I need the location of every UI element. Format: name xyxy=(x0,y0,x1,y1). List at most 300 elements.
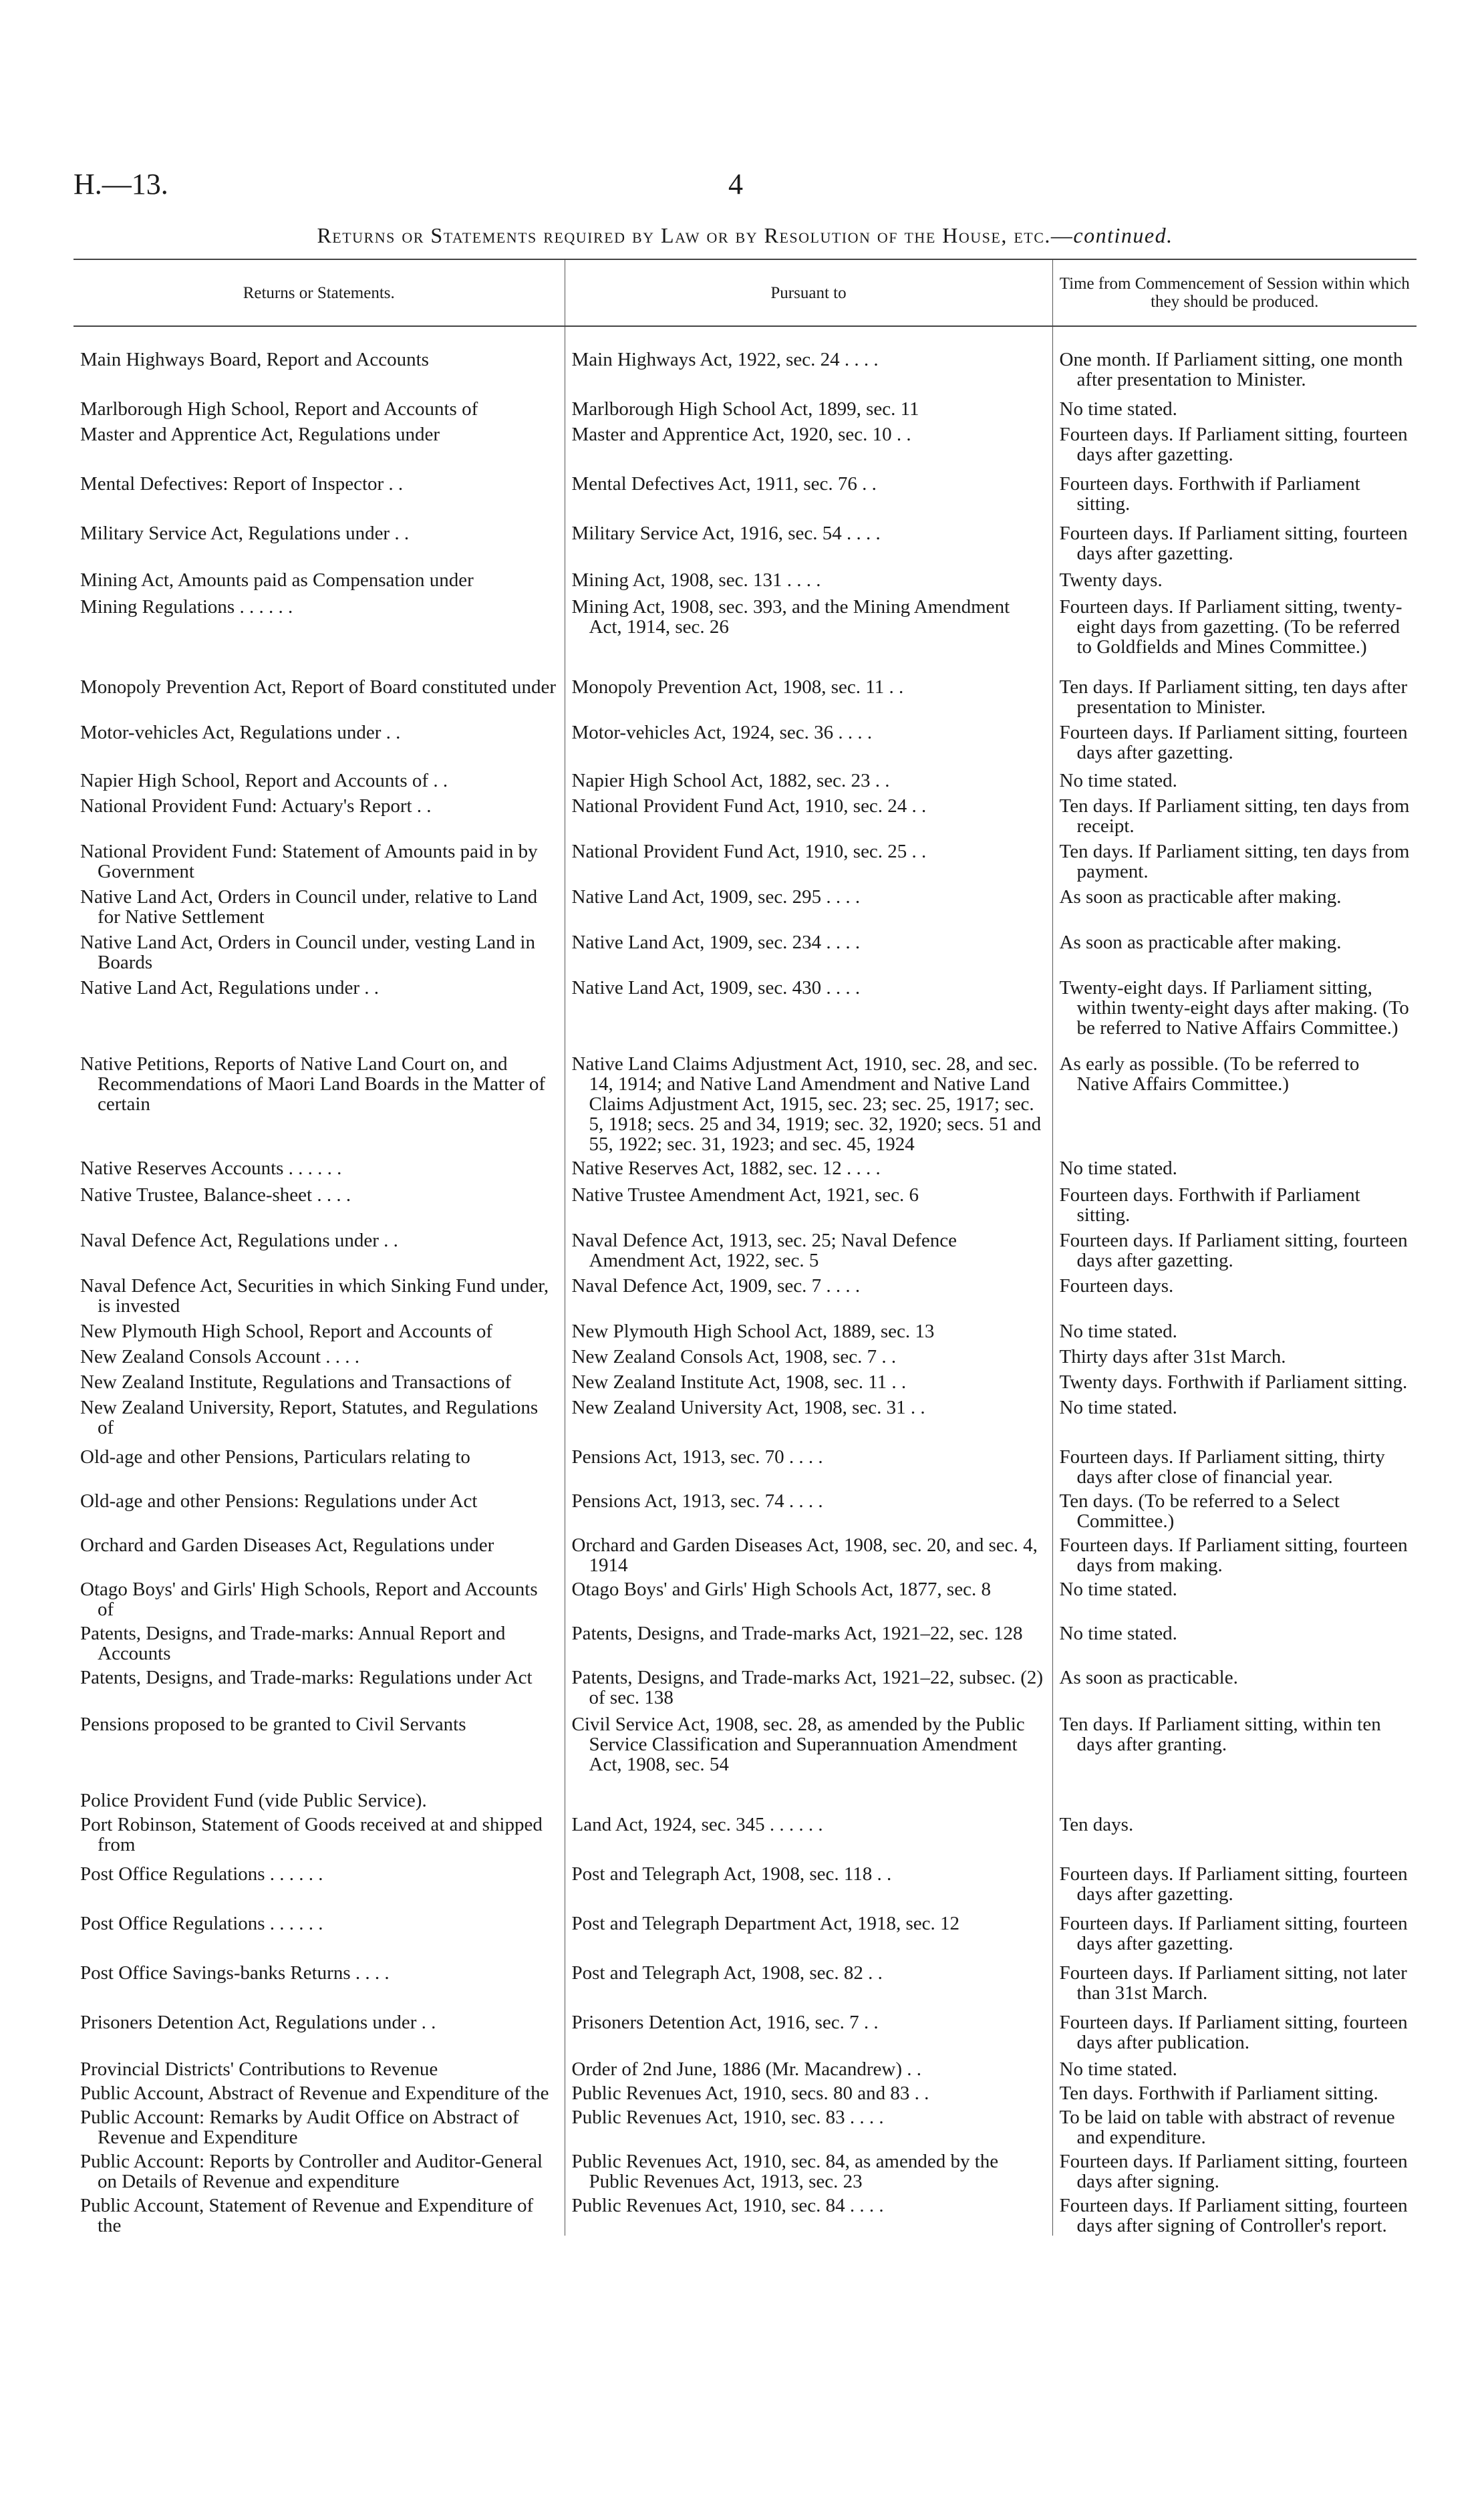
time-cell xyxy=(1052,1664,1417,1708)
time-text: One month. If Parliament sitting, one month after presentation to Minister. xyxy=(1059,349,1403,390)
returns-cell xyxy=(73,791,565,836)
pursuant-text: New Zealand Consols Act, 1908, sec. 7 . . xyxy=(571,1346,897,1367)
returns-cell xyxy=(73,1392,565,1438)
returns-cell xyxy=(73,1811,565,1855)
table-row xyxy=(73,2147,1417,2192)
returns-text: Otago Boys' and Girls' High Schools, Report and Accounts of xyxy=(80,1579,538,1620)
time-text: Fourteen days. If Parliament sitting, thirty days after close of financial year. xyxy=(1059,1446,1385,1488)
table-row xyxy=(73,419,1417,465)
time-text: No time stated. xyxy=(1059,1158,1177,1179)
title-continued: continued. xyxy=(1073,223,1173,247)
time-cell xyxy=(1052,2052,1417,2079)
time-cell xyxy=(1052,465,1417,514)
returns-text: Native Land Act, Regulations under . . xyxy=(80,977,379,999)
pursuant-cell xyxy=(565,590,1052,657)
returns-text: Prisoners Detention Act, Regulations under . . xyxy=(80,2012,436,2033)
pursuant-cell xyxy=(565,419,1052,465)
time-text: Fourteen days. If Parliament sitting, fourteen days after gazetting. xyxy=(1059,424,1408,465)
time-text: Twenty-eight days. If Parliament sitting, within twenty-eight days after making. (To be referred to Native Affairs Committee.) xyxy=(1059,977,1409,1039)
pursuant-cell xyxy=(565,1038,1052,1154)
returns-cell xyxy=(73,1904,565,1954)
returns-text: Post Office Regulations . . . . . . xyxy=(80,1863,323,1885)
table-row xyxy=(73,791,1417,836)
table-row xyxy=(73,590,1417,657)
time-cell xyxy=(1052,836,1417,882)
pursuant-cell xyxy=(565,927,1052,972)
time-cell xyxy=(1052,1531,1417,1575)
pursuant-text: Native Land Claims Adjustment Act, 1910, sec. 28, and sec. 14, 1914; and Native Land Amendment and Native Land Claims Adjustment Act, 1915, sec. 23; sec. 25, 1917; sec. 5, 1918; secs. 25 and 34, 1919; sec. 32, 1920; secs. 51 and 55, 1922; sec. 31, 1923; and sec. 45, 1924 xyxy=(571,1053,1042,1155)
pursuant-cell xyxy=(565,1487,1052,1531)
returns-cell xyxy=(73,836,565,882)
time-cell xyxy=(1052,1904,1417,1954)
returns-cell xyxy=(73,657,565,717)
returns-text: Old-age and other Pensions, Particulars relating to xyxy=(80,1446,470,1468)
time-cell xyxy=(1052,1774,1417,1811)
time-text: Ten days. If Parliament sitting, within ten days after granting. xyxy=(1059,1714,1381,1755)
table-row xyxy=(73,1664,1417,1708)
pursuant-cell xyxy=(565,2103,1052,2147)
pursuant-text: Civil Service Act, 1908, sec. 28, as amended by the Public Service Classification and Superannuation Amendment Act, 1908, sec. 54 xyxy=(571,1714,1025,1775)
returns-text: Port Robinson, Statement of Goods received at and shipped from xyxy=(80,1814,543,1855)
returns-text: New Zealand Institute, Regulations and Transactions of xyxy=(80,1371,512,1393)
table-row xyxy=(73,1811,1417,1855)
table-row xyxy=(73,1487,1417,1531)
time-cell xyxy=(1052,791,1417,836)
time-cell xyxy=(1052,1954,1417,2003)
time-text: No time stated. xyxy=(1059,1397,1177,1418)
pursuant-cell xyxy=(565,1904,1052,1954)
pursuant-cell xyxy=(565,563,1052,590)
pursuant-cell xyxy=(565,1225,1052,1271)
pursuant-cell xyxy=(565,390,1052,419)
pursuant-text: Napier High School Act, 1882, sec. 23 . . xyxy=(571,770,890,791)
table-row xyxy=(73,2052,1417,2079)
time-text: Twenty days. xyxy=(1059,569,1163,591)
time-cell xyxy=(1052,1038,1417,1154)
returns-text: Military Service Act, Regulations under . . xyxy=(80,523,410,544)
time-cell xyxy=(1052,2103,1417,2147)
table-row xyxy=(73,1154,1417,1178)
pursuant-cell xyxy=(565,465,1052,514)
time-text: Ten days. Forthwith if Parliament sitting. xyxy=(1059,2083,1378,2104)
pursuant-cell xyxy=(565,2147,1052,2192)
pursuant-text: Post and Telegraph Act, 1908, sec. 82 . . xyxy=(571,1962,883,1984)
table-row xyxy=(73,1438,1417,1487)
returns-text: Main Highways Board, Report and Accounts xyxy=(80,349,429,370)
pursuant-cell xyxy=(565,1708,1052,1774)
column-header-returns: Returns or Statements. xyxy=(73,259,565,326)
pursuant-text: Public Revenues Act, 1910, sec. 83 . . . . xyxy=(571,2107,884,2128)
time-text: As soon as practicable after making. xyxy=(1059,932,1342,953)
title-text: Returns or Statements required by Law or by Resolution of the House, etc.— xyxy=(317,223,1074,247)
returns-cell xyxy=(73,972,565,1038)
pursuant-text: Order of 2nd June, 1886 (Mr. Macandrew) . . xyxy=(571,2059,921,2080)
returns-text: Police Provident Fund (vide Public Service). xyxy=(80,1790,427,1811)
page-reference: H.—13. xyxy=(73,168,168,201)
pursuant-text: Naval Defence Act, 1909, sec. 7 . . . . xyxy=(571,1275,861,1297)
pursuant-text: Marlborough High School Act, 1899, sec. 11 xyxy=(571,398,919,420)
pursuant-text: Public Revenues Act, 1910, sec. 84 . . . . xyxy=(571,2195,884,2216)
table-row xyxy=(73,927,1417,972)
returns-cell xyxy=(73,2103,565,2147)
time-text: Ten days. (To be referred to a Select Committee.) xyxy=(1059,1490,1340,1532)
pursuant-text: Mining Act, 1908, sec. 131 . . . . xyxy=(571,569,821,591)
time-text: To be laid on table with abstract of revenue and expenditure. xyxy=(1059,2107,1395,2148)
pursuant-text: Patents, Designs, and Trade-marks Act, 1921–22, sec. 128 xyxy=(571,1623,1023,1644)
returns-cell xyxy=(73,1619,565,1664)
time-text: Ten days. xyxy=(1059,1814,1134,1835)
returns-text: Naval Defence Act, Regulations under . . xyxy=(80,1230,398,1251)
pursuant-cell xyxy=(565,2052,1052,2079)
time-text: Ten days. If Parliament sitting, ten days after presentation to Minister. xyxy=(1059,676,1408,718)
time-text: Ten days. If Parliament sitting, ten days from payment. xyxy=(1059,841,1410,882)
pursuant-text: Post and Telegraph Act, 1908, sec. 118 . . xyxy=(571,1863,892,1885)
returns-cell xyxy=(73,419,565,465)
pursuant-cell xyxy=(565,1575,1052,1619)
pursuant-cell xyxy=(565,1954,1052,2003)
returns-text: Marlborough High School, Report and Accounts of xyxy=(80,398,478,420)
returns-text: Pensions proposed to be granted to Civil Servants xyxy=(80,1714,466,1735)
column-header-time: Time from Commencement of Session within which they should be produced. xyxy=(1052,259,1417,326)
time-text: Fourteen days. Forthwith if Parliament sitting. xyxy=(1059,1184,1360,1226)
time-text: Fourteen days. If Parliament sitting, fourteen days after signing. xyxy=(1059,2151,1408,2192)
time-text: No time stated. xyxy=(1059,398,1177,420)
time-text: Fourteen days. If Parliament sitting, fourteen days after publication. xyxy=(1059,2012,1408,2053)
pursuant-cell xyxy=(565,763,1052,791)
pursuant-text: Native Reserves Act, 1882, sec. 12 . . . . xyxy=(571,1158,881,1179)
time-cell xyxy=(1052,1154,1417,1178)
time-text: No time stated. xyxy=(1059,1579,1177,1600)
pursuant-text: Military Service Act, 1916, sec. 54 . . . . xyxy=(571,523,881,544)
returns-text: Native Trustee, Balance-sheet . . . . xyxy=(80,1184,351,1206)
returns-cell xyxy=(73,1316,565,1341)
time-text: Fourteen days. Forthwith if Parliament sitting. xyxy=(1059,473,1360,515)
returns-cell xyxy=(73,1774,565,1811)
pursuant-text: Pensions Act, 1913, sec. 74 . . . . xyxy=(571,1490,823,1512)
time-text: No time stated. xyxy=(1059,1321,1177,1342)
returns-text: Post Office Savings-banks Returns . . . . xyxy=(80,1962,390,1984)
returns-text: Native Land Act, Orders in Council under, relative to Land for Native Settlement xyxy=(80,886,538,928)
pursuant-cell xyxy=(565,326,1052,390)
table-row xyxy=(73,1271,1417,1316)
table-row xyxy=(73,1855,1417,1904)
returns-cell xyxy=(73,514,565,563)
returns-text: New Zealand University, Report, Statutes, and Regulations of xyxy=(80,1397,539,1438)
table-row xyxy=(73,657,1417,717)
returns-cell xyxy=(73,563,565,590)
table-row xyxy=(73,1954,1417,2003)
returns-cell xyxy=(73,1225,565,1271)
table-row xyxy=(73,2192,1417,2236)
returns-text: Mental Defectives: Report of Inspector . . xyxy=(80,473,404,495)
pursuant-cell xyxy=(565,514,1052,563)
time-text: Twenty days. Forthwith if Parliament sitting. xyxy=(1059,1371,1408,1393)
returns-text: Napier High School, Report and Accounts of . . xyxy=(80,770,448,791)
time-cell xyxy=(1052,563,1417,590)
table-row xyxy=(73,1038,1417,1154)
time-text: As soon as practicable after making. xyxy=(1059,886,1342,908)
pursuant-text: Monopoly Prevention Act, 1908, sec. 11 . . xyxy=(571,676,904,698)
pursuant-cell xyxy=(565,1811,1052,1855)
pursuant-cell xyxy=(565,717,1052,763)
time-cell xyxy=(1052,927,1417,972)
returns-cell xyxy=(73,1367,565,1392)
time-cell xyxy=(1052,763,1417,791)
table-body xyxy=(73,326,1417,2236)
pursuant-text: Patents, Designs, and Trade-marks Act, 1921–22, subsec. (2) of sec. 138 xyxy=(571,1667,1044,1708)
returns-text: Old-age and other Pensions: Regulations under Act xyxy=(80,1490,478,1512)
returns-text: National Provident Fund: Actuary's Report . . xyxy=(80,795,432,817)
returns-cell xyxy=(73,1708,565,1774)
pursuant-text: New Zealand University Act, 1908, sec. 31 . . xyxy=(571,1397,925,1418)
returns-cell xyxy=(73,2079,565,2103)
time-text: As soon as practicable. xyxy=(1059,1667,1238,1688)
table-header-row xyxy=(73,259,1417,326)
pursuant-cell xyxy=(565,1392,1052,1438)
time-cell xyxy=(1052,1855,1417,1904)
time-cell xyxy=(1052,1341,1417,1367)
returns-text: Provincial Districts' Contributions to Revenue xyxy=(80,2059,438,2080)
time-text: As early as possible. (To be referred to Native Affairs Committee.) xyxy=(1059,1053,1360,1095)
pursuant-cell xyxy=(565,1341,1052,1367)
time-cell xyxy=(1052,1316,1417,1341)
time-cell xyxy=(1052,882,1417,927)
returns-cell xyxy=(73,390,565,419)
returns-cell xyxy=(73,1271,565,1316)
time-text: Fourteen days. If Parliament sitting, fourteen days after gazetting. xyxy=(1059,523,1408,564)
pursuant-text: Native Land Act, 1909, sec. 234 . . . . xyxy=(571,932,861,953)
table-row xyxy=(73,1392,1417,1438)
pursuant-text: New Plymouth High School Act, 1889, sec. 13 xyxy=(571,1321,935,1342)
pursuant-text: Motor-vehicles Act, 1924, sec. 36 . . . . xyxy=(571,722,873,743)
returns-text: New Zealand Consols Account . . . . xyxy=(80,1346,360,1367)
pursuant-cell xyxy=(565,1619,1052,1664)
table-row xyxy=(73,1178,1417,1225)
pursuant-cell xyxy=(565,2192,1052,2236)
time-cell xyxy=(1052,657,1417,717)
returns-cell xyxy=(73,1341,565,1367)
returns-table xyxy=(73,259,1417,2236)
table-row xyxy=(73,972,1417,1038)
time-cell xyxy=(1052,2003,1417,2052)
returns-cell xyxy=(73,1575,565,1619)
time-text: Thirty days after 31st March. xyxy=(1059,1346,1286,1367)
page-number: 4 xyxy=(728,168,743,201)
table-row xyxy=(73,1619,1417,1664)
table-row xyxy=(73,1531,1417,1575)
time-cell xyxy=(1052,2147,1417,2192)
returns-text: Patents, Designs, and Trade-marks: Regulations under Act xyxy=(80,1667,533,1688)
time-cell xyxy=(1052,1708,1417,1774)
returns-text: Public Account, Statement of Revenue and Expenditure of the xyxy=(80,2195,534,2236)
time-cell xyxy=(1052,1225,1417,1271)
time-cell xyxy=(1052,419,1417,465)
time-text: No time stated. xyxy=(1059,1623,1177,1644)
time-cell xyxy=(1052,326,1417,390)
pursuant-cell xyxy=(565,882,1052,927)
pursuant-cell xyxy=(565,972,1052,1038)
returns-text: Naval Defence Act, Securities in which Sinking Fund under, is invested xyxy=(80,1275,549,1317)
table-row xyxy=(73,2103,1417,2147)
returns-cell xyxy=(73,465,565,514)
returns-text: Public Account, Abstract of Revenue and Expenditure of the xyxy=(80,2083,549,2104)
table-row xyxy=(73,717,1417,763)
returns-cell xyxy=(73,1178,565,1225)
pursuant-text: National Provident Fund Act, 1910, sec. 24 . . xyxy=(571,795,927,817)
time-cell xyxy=(1052,514,1417,563)
document-page xyxy=(73,167,1417,2236)
time-cell xyxy=(1052,2192,1417,2236)
returns-text: Native Land Act, Orders in Council under, vesting Land in Boards xyxy=(80,932,535,973)
returns-text: Native Petitions, Reports of Native Land Court on, and Recommendations of Maori Land Boards in the Matter of certain xyxy=(80,1053,546,1115)
pursuant-text: Main Highways Act, 1922, sec. 24 . . . . xyxy=(571,349,879,370)
table-row xyxy=(73,1341,1417,1367)
pursuant-cell xyxy=(565,657,1052,717)
pursuant-text: Pensions Act, 1913, sec. 70 . . . . xyxy=(571,1446,823,1468)
time-cell xyxy=(1052,590,1417,657)
table-row xyxy=(73,514,1417,563)
returns-cell xyxy=(73,2147,565,2192)
returns-cell xyxy=(73,1855,565,1904)
returns-cell xyxy=(73,1954,565,2003)
pursuant-text: Public Revenues Act, 1910, secs. 80 and 83 . . xyxy=(571,2083,929,2104)
returns-cell xyxy=(73,2052,565,2079)
pursuant-text: Post and Telegraph Department Act, 1918, sec. 12 xyxy=(571,1913,960,1934)
returns-cell xyxy=(73,2192,565,2236)
returns-cell xyxy=(73,1038,565,1154)
time-text: No time stated. xyxy=(1059,2059,1177,2080)
pursuant-text: Mining Act, 1908, sec. 393, and the Mining Amendment Act, 1914, sec. 26 xyxy=(571,596,1010,638)
returns-text: Public Account: Remarks by Audit Office on Abstract of Revenue and Expenditure xyxy=(80,2107,519,2148)
pursuant-cell xyxy=(565,2079,1052,2103)
time-cell xyxy=(1052,1271,1417,1316)
pursuant-cell xyxy=(565,1316,1052,1341)
time-cell xyxy=(1052,1392,1417,1438)
returns-text: Mining Act, Amounts paid as Compensation under xyxy=(80,569,474,591)
returns-cell xyxy=(73,1438,565,1487)
pursuant-text: Orchard and Garden Diseases Act, 1908, sec. 20, and sec. 4, 1914 xyxy=(571,1535,1038,1576)
returns-cell xyxy=(73,717,565,763)
pursuant-text: Otago Boys' and Girls' High Schools Act, 1877, sec. 8 xyxy=(571,1579,991,1600)
returns-cell xyxy=(73,326,565,390)
pursuant-text: Public Revenues Act, 1910, sec. 84, as amended by the Public Revenues Act, 1913, sec. 23 xyxy=(571,2151,999,2192)
time-text: Fourteen days. If Parliament sitting, fourteen days from making. xyxy=(1059,1535,1408,1576)
returns-text: Post Office Regulations . . . . . . xyxy=(80,1913,323,1934)
time-text: Fourteen days. If Parliament sitting, fourteen days after gazetting. xyxy=(1059,1230,1408,1271)
pursuant-text: Naval Defence Act, 1913, sec. 25; Naval Defence Amendment Act, 1922, sec. 5 xyxy=(571,1230,957,1271)
pursuant-cell xyxy=(565,791,1052,836)
table-row xyxy=(73,2003,1417,2052)
table-row xyxy=(73,1225,1417,1271)
document-title xyxy=(73,223,1417,248)
returns-cell xyxy=(73,1487,565,1531)
time-cell xyxy=(1052,1367,1417,1392)
table-row xyxy=(73,1708,1417,1774)
returns-text: Orchard and Garden Diseases Act, Regulations under xyxy=(80,1535,494,1556)
pursuant-text: Land Act, 1924, sec. 345 . . . . . . xyxy=(571,1814,823,1835)
returns-cell xyxy=(73,763,565,791)
time-text: Fourteen days. xyxy=(1059,1275,1174,1297)
time-text: Fourteen days. If Parliament sitting, fourteen days after gazetting. xyxy=(1059,1863,1408,1905)
pursuant-text: Native Trustee Amendment Act, 1921, sec. 6 xyxy=(571,1184,919,1206)
time-cell xyxy=(1052,717,1417,763)
pursuant-cell xyxy=(565,1154,1052,1178)
pursuant-text: Mental Defectives Act, 1911, sec. 76 . . xyxy=(571,473,877,495)
table-row xyxy=(73,465,1417,514)
pursuant-text: New Zealand Institute Act, 1908, sec. 11 . . xyxy=(571,1371,907,1393)
time-cell xyxy=(1052,1575,1417,1619)
pursuant-cell xyxy=(565,836,1052,882)
returns-text: National Provident Fund: Statement of Amounts paid in by Government xyxy=(80,841,538,882)
time-cell xyxy=(1052,390,1417,419)
time-text: Fourteen days. If Parliament sitting, fourteen days after gazetting. xyxy=(1059,1913,1408,1954)
pursuant-cell xyxy=(565,1438,1052,1487)
returns-cell xyxy=(73,1154,565,1178)
pursuant-text: National Provident Fund Act, 1910, sec. 25 . . xyxy=(571,841,927,862)
time-cell xyxy=(1052,1811,1417,1855)
returns-text: Mining Regulations . . . . . . xyxy=(80,596,293,618)
pursuant-cell xyxy=(565,1271,1052,1316)
returns-cell xyxy=(73,1664,565,1708)
pursuant-text: Prisoners Detention Act, 1916, sec. 7 . . xyxy=(571,2012,879,2033)
table-row xyxy=(73,1575,1417,1619)
time-cell xyxy=(1052,1178,1417,1225)
table-row xyxy=(73,836,1417,882)
time-text: Fourteen days. If Parliament sitting, fourteen days after signing of Controller's report. xyxy=(1059,2195,1408,2236)
time-cell xyxy=(1052,1487,1417,1531)
time-cell xyxy=(1052,1619,1417,1664)
returns-text: Motor-vehicles Act, Regulations under . . xyxy=(80,722,401,743)
table-row xyxy=(73,563,1417,590)
pursuant-cell xyxy=(565,1855,1052,1904)
pursuant-cell xyxy=(565,2003,1052,2052)
returns-text: Monopoly Prevention Act, Report of Board constituted under xyxy=(80,676,557,698)
returns-text: Patents, Designs, and Trade-marks: Annual Report and Accounts xyxy=(80,1623,506,1664)
pursuant-text: Native Land Act, 1909, sec. 295 . . . . xyxy=(571,886,861,908)
table-row xyxy=(73,390,1417,419)
pursuant-cell xyxy=(565,1367,1052,1392)
time-cell xyxy=(1052,972,1417,1038)
time-cell xyxy=(1052,1438,1417,1487)
pursuant-cell xyxy=(565,1774,1052,1811)
pursuant-cell xyxy=(565,1664,1052,1708)
pursuant-text: Master and Apprentice Act, 1920, sec. 10 . . xyxy=(571,424,911,445)
table-row xyxy=(73,326,1417,390)
column-header-pursuant: Pursuant to xyxy=(565,259,1052,326)
returns-cell xyxy=(73,2003,565,2052)
table-row xyxy=(73,2079,1417,2103)
time-text: Fourteen days. If Parliament sitting, not later than 31st March. xyxy=(1059,1962,1407,2004)
returns-cell xyxy=(73,1531,565,1575)
returns-cell xyxy=(73,927,565,972)
table-row xyxy=(73,1367,1417,1392)
pursuant-cell xyxy=(565,1531,1052,1575)
returns-text: Native Reserves Accounts . . . . . . xyxy=(80,1158,342,1179)
table-row xyxy=(73,763,1417,791)
table-row xyxy=(73,882,1417,927)
returns-cell xyxy=(73,590,565,657)
pursuant-text: Native Land Act, 1909, sec. 430 . . . . xyxy=(571,977,861,999)
table-row xyxy=(73,1904,1417,1954)
time-cell xyxy=(1052,2079,1417,2103)
page-header xyxy=(73,167,1417,221)
returns-text: Master and Apprentice Act, Regulations under xyxy=(80,424,440,445)
table-row xyxy=(73,1316,1417,1341)
table-row xyxy=(73,1774,1417,1811)
time-text: Fourteen days. If Parliament sitting, twenty-eight days from gazetting. (To be referred to Goldfields and Mines Committee.) xyxy=(1059,596,1402,658)
returns-text: New Plymouth High School, Report and Accounts of xyxy=(80,1321,493,1342)
time-text: Fourteen days. If Parliament sitting, fourteen days after gazetting. xyxy=(1059,722,1408,763)
